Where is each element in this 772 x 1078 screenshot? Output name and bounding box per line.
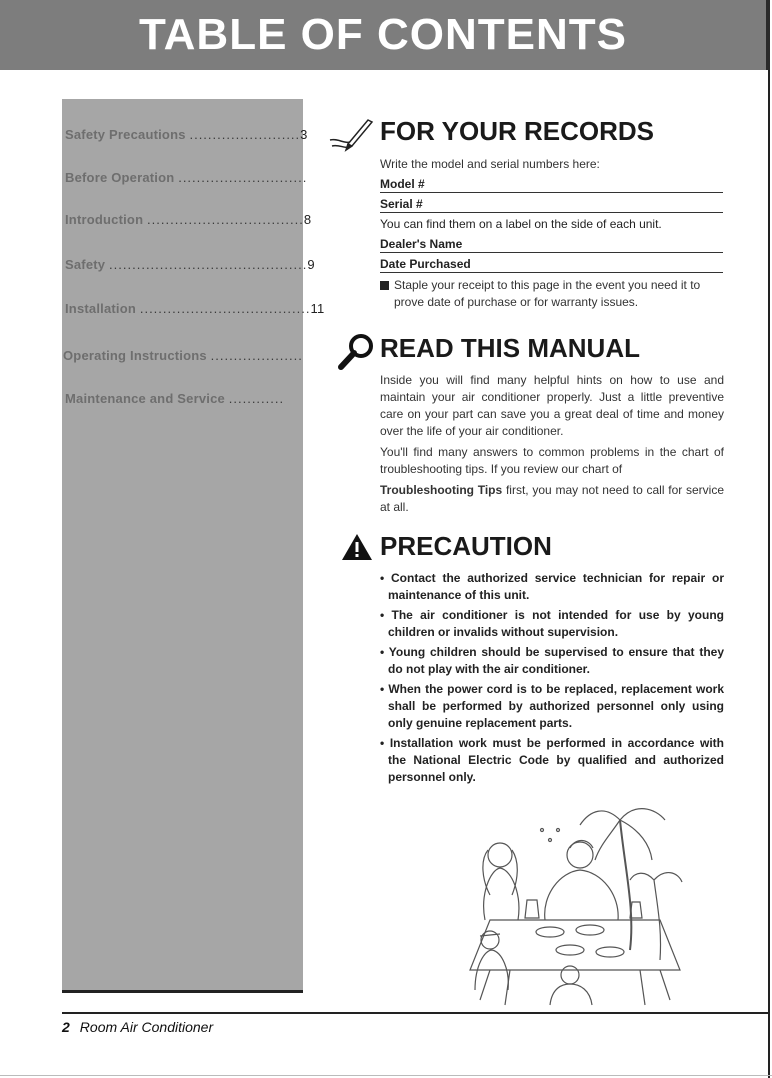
precaution-text: Young children should be supervised to ensure that they do not play with the air conditioner. (388, 645, 724, 676)
manual-para1: Inside you will find many helpful hints on how to use and maintain your air conditioner properly. Just a little preventive care on your part can save you a great deal of time and money over the life of your air conditioner. (380, 373, 724, 438)
page-number: 2 (62, 1019, 70, 1035)
toc-page: 11 (310, 301, 325, 316)
toc-label: Introduction (65, 212, 144, 227)
precaution-text: When the power cord is to be replaced, replacement work shall be performed by authorized personnel only using only genuine replacement parts. (388, 682, 724, 730)
manual-para3-rest: first, you may not need to call for service at all. (380, 483, 725, 514)
bottom-rule (0, 1075, 772, 1076)
magnifier-icon (336, 332, 376, 372)
page-footer (62, 1019, 213, 1035)
dealer-name-field[interactable]: Dealer's Name (380, 236, 723, 253)
toc-item-operating-instructions[interactable] (63, 348, 303, 363)
title-banner (0, 0, 770, 70)
picnic-illustration (430, 800, 730, 1010)
toc-item-safety[interactable] (65, 257, 315, 272)
troubleshooting-tips-bold: Troubleshooting Tips (380, 483, 503, 497)
toc-item-maintenance-service[interactable] (65, 391, 284, 406)
precaution-text: Contact the authorized service technician for repair or maintenance of this unit. (388, 571, 724, 602)
toc-item-installation[interactable] (65, 301, 324, 316)
toc-label: Safety Precautions (65, 127, 186, 142)
precaution-item: • The air conditioner is not intended for use by young children or invalids without supervision. (380, 608, 724, 639)
toc-leader: .................................. (147, 212, 304, 227)
toc-page: 9 (307, 257, 315, 272)
label-note: You can find them on a label on the side of each unit. (380, 217, 662, 231)
toc-label: Safety (65, 257, 106, 272)
records-title: FOR YOUR RECORDS (380, 116, 654, 146)
toc-leader: ............................ (178, 170, 308, 185)
toc-leader: ........................ (189, 127, 301, 142)
toc-label: Installation (65, 301, 137, 316)
precaution-item: • When the power cord is to be replaced, replacement work shall be performed by authorized personnel only using only genuine replacement parts. (380, 682, 724, 730)
page-edge-line (768, 70, 770, 1078)
footer-rule (62, 1012, 768, 1014)
warning-icon (340, 532, 374, 562)
records-intro: Write the model and serial numbers here: (380, 157, 600, 171)
page-title: TABLE OF CONTENTS (139, 10, 627, 59)
toc-leader: .................... (210, 348, 303, 363)
manual-para2: You'll find many answers to common problems in the chart of troubleshooting tips. If you review our chart of (380, 445, 724, 476)
precaution-text: Installation work must be performed in accordance with the National Electric Code by qualified and authorized personnel only. (388, 736, 724, 784)
serial-number-field[interactable]: Serial # (380, 196, 723, 213)
staple-text: Staple your receipt to this page in the event you need it to prove date of purchase or for warranty issues. (394, 278, 701, 309)
manual-title: READ THIS MANUAL (380, 333, 640, 363)
toc-panel (62, 99, 325, 993)
toc-item-safety-precautions[interactable] (65, 127, 308, 142)
precaution-text: The air conditioner is not intended for use by young children or invalids without supervision. (388, 608, 724, 639)
manual-para3 (380, 482, 724, 516)
toc-page: 3 (300, 127, 308, 142)
staple-note (380, 277, 724, 311)
toc-leader: ........................................... (109, 257, 308, 272)
toc-label: Maintenance and Service (65, 391, 225, 406)
model-number-field[interactable]: Model # (380, 176, 723, 193)
square-bullet-icon (380, 281, 389, 290)
precaution-item: • Installation work must be performed in accordance with the National Electric Code by qualified and authorized personnel only. (380, 736, 724, 784)
toc-page: 8 (303, 212, 312, 227)
pen-icon (328, 116, 376, 154)
toc-leader: ............ (228, 391, 285, 406)
toc-label: Operating Instructions (63, 348, 207, 363)
toc-item-before-operation[interactable] (65, 170, 307, 185)
toc-item-introduction[interactable] (65, 212, 311, 227)
manual-body (380, 372, 724, 520)
toc-leader: ..................................... (139, 301, 311, 316)
precaution-title: PRECAUTION (380, 531, 552, 561)
footer-title: Room Air Conditioner (79, 1019, 214, 1035)
toc-label: Before Operation (65, 170, 175, 185)
precaution-item: • Young children should be supervised to ensure that they do not play with the air conditioner. (380, 645, 724, 676)
precaution-item: • Contact the authorized service technician for repair or maintenance of this unit. (380, 571, 724, 602)
date-purchased-field[interactable]: Date Purchased (380, 256, 723, 273)
precaution-list (380, 570, 724, 789)
